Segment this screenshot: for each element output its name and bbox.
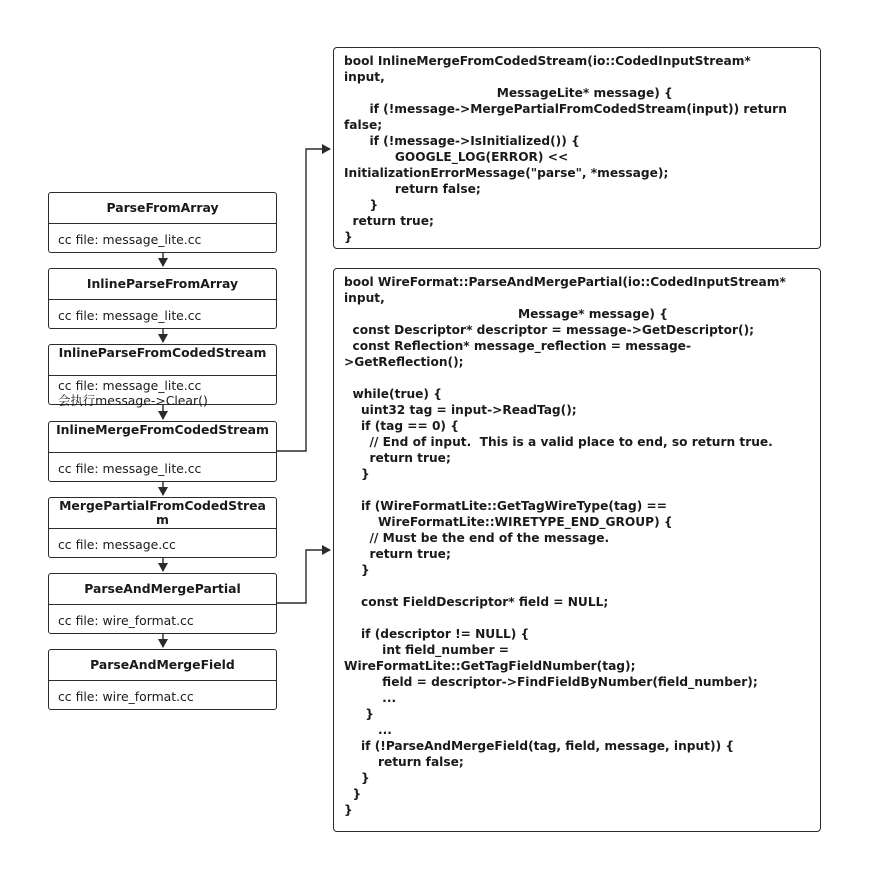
node-body [49, 375, 276, 408]
node-title: ParseAndMergeField [90, 657, 235, 672]
code-snippet: bool InlineMergeFromCodedStream(io::CodedInputStream* input, MessageLite* message) { if (!message->MergePartialFromCodedStream(input)) return false; if (!message->IsInitialized()) { GOOGLE_LOG(ERROR) << InitializationErrorMessage("parse", *message); return false; } return true; } [344, 54, 787, 244]
link-arrow-parse-and-merge-partial [277, 550, 330, 603]
node-title: ParseAndMergePartial [84, 581, 241, 596]
node-file-label: cc file: message_lite.cc [58, 232, 202, 247]
node-body [49, 223, 276, 252]
flow-node-inline-parse-from-coded-stream [48, 344, 277, 408]
node-body [49, 299, 276, 328]
code-snippet: bool WireFormat::ParseAndMergePartial(io::CodedInputStream* input, Message* message) { const Descriptor* descriptor = message->GetDescriptor(); const Reflection* message_reflection = message- >GetReflection(); while(true) { uint32 tag = input->ReadTag(); if (tag == 0) { // End of input. This is a valid place to end, so return true. return true; } if (WireFormatLite::GetTagWireType(tag) == WireFormatLite::WIRETYPE_END_GROUP) { // Must be the end of the message. return true; } const FieldDescriptor* field = NULL; if (descriptor != NULL) { int field_number = WireFormatLite::GetTagFieldNumber(tag); field = descriptor->FindFieldByNumber(field_number); ... } ... if (!ParseAndMergeField(tag, field, message, input)) { return false; } } } [344, 275, 786, 817]
node-file-label: cc file: message.cc [58, 537, 176, 552]
code-box-inline-merge-from-coded-stream [333, 47, 821, 249]
node-title: ParseFromArray [106, 200, 219, 215]
flow-node-parse-and-merge-field [48, 649, 277, 710]
flow-node-parse-and-merge-partial [48, 573, 277, 634]
flow-node-merge-partial-from-coded-stream [48, 497, 277, 558]
node-body [49, 452, 276, 481]
node-title: InlineMergeFromCodedStream [56, 422, 269, 437]
flow-node-inline-merge-from-coded-stream [48, 421, 277, 482]
node-file-label: cc file: message_lite.cc [58, 461, 202, 476]
node-file-label: cc file: wire_format.cc [58, 689, 194, 704]
flow-node-inline-parse-from-array [48, 268, 277, 329]
node-file-label: cc file: message_lite.cc [58, 308, 202, 323]
node-file-label: cc file: wire_format.cc [58, 613, 194, 628]
node-note: 会执行message->Clear() [58, 393, 208, 408]
code-box-parse-and-merge-partial [333, 268, 821, 832]
node-title: InlineParseFromArray [86, 276, 239, 291]
node-body [49, 528, 276, 557]
link-arrow-inline-merge [277, 149, 330, 451]
node-body [49, 680, 276, 709]
flow-node-parse-from-array [48, 192, 277, 253]
node-title: MergePartialFromCodedStream [59, 498, 266, 527]
node-title: InlineParseFromCodedStream [58, 345, 267, 360]
node-file-label: cc file: message_lite.cc [58, 378, 202, 393]
node-body [49, 604, 276, 633]
